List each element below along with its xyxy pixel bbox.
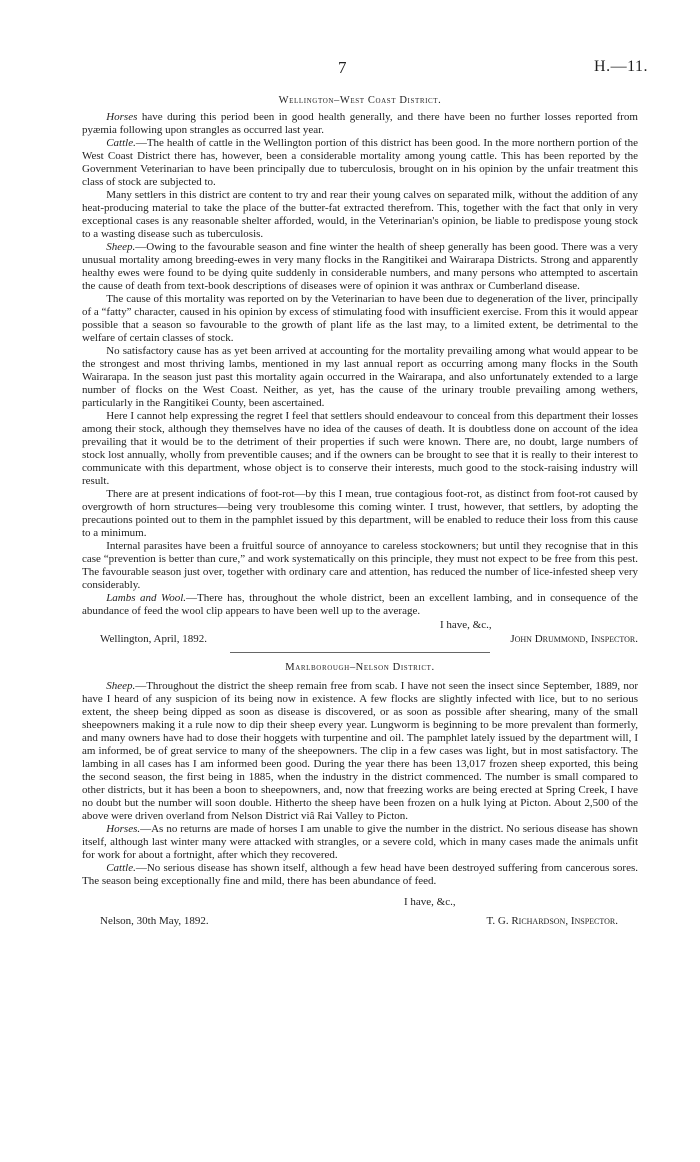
paragraph-text: —The health of cattle in the Wellington portion of this district has been good. In the more northern portion of the West Coast District there has, however, been a considerable mortality among young cattle. This has been reported by the Government Veterinarian to have been principally due to tuberculosis, brought on in his opinion by the unfair treatment this class of stock are subjected to. <box>82 137 638 188</box>
place-date: Wellington, April, 1892. <box>100 633 207 645</box>
paragraph-text: Many settlers in this district are content to try and rear their young calves on separated milk, without the addition of any heat-producing material to take the place of the butter-fat extracted therefrom. This, together with the fact that only in very exceptional cases is any reasonable shelter afforded, would, in the Veterinarian's opinion, be liable to predispose young stock to a wasting disease such as tuberculosis. <box>82 189 638 240</box>
paragraph <box>82 345 638 410</box>
paragraph-lead: Cattle. <box>106 137 136 149</box>
marlborough-section <box>82 661 638 928</box>
section-divider <box>230 652 490 653</box>
paragraph <box>82 189 638 241</box>
paragraph-text: No satisfactory cause has as yet been arrived at accounting for the mortality prevailing among what would appear to be the strongest and most thriving lambs, mentioned in my last annual report as occurring among many flocks in the South Wairarapa. In the season just past this mortality again occurred in the Wairarapa, and also unfortunately extended to a large number of flocks on the West Coast. Neither, as yet, has the cause of the urinary trouble prevailing among wethers, particularly in the Rangitikei County, been ascertained. <box>82 345 638 409</box>
paragraph-text: Internal parasites have been a fruitful source of annoyance to careless stockowners; but until they recognise that in this case “prevention is better than cure,” and work systematically on this principle, they must not expect to be free from this pest. The favourable season just over, together with ordinary care and attention, has reduced the number of lice-infested sheep very considerably. <box>82 540 638 591</box>
paragraph-lead: Horses <box>106 111 138 123</box>
paragraph <box>82 293 638 345</box>
paragraph <box>82 680 638 823</box>
paragraph-list <box>82 680 638 888</box>
paragraph-text: There are at present indications of foot-rot—by this I mean, true contagious foot-rot, as distinct from foot-rot caused by overgrowth of horn structures—being very troublesome this coming winter. I trust, however, that settlers, by adopting the precautions pointed out to them in the pamphlet issued by this department, will be enabled to reduce their loss from this cause to a minimum. <box>82 488 638 539</box>
signature: T. G. Richardson, Inspector. <box>486 915 618 927</box>
signature-line <box>82 915 638 928</box>
paragraph-text: —Owing to the favourable season and fine winter the health of sheep generally has been good. There was a very unusual mortality among breeding-ewes in very many flocks in the Rangitikei and Wairarapa Districts. Strong and apparently healthy ewes were found to be dying quite suddenly in considerable numbers, and many persons who attempted to ascertain the cause of death from text-book descriptions of diseases were of opinion it was anthrax or Cumberland disease. <box>82 241 638 292</box>
paragraph-lead: Lambs and Wool. <box>106 592 187 604</box>
paragraph-lead: Sheep. <box>106 241 136 253</box>
paragraph-lead: Horses. <box>106 823 141 835</box>
paragraph-text: Here I cannot help expressing the regret I feel that settlers should endeavour to conceal from this department their losses among their stock, although they themselves have no idea of the causes of death. It is doubtless done on account of the idea prevailing that it would be to the detriment of their properties if such were known. There are, no doubt, large numbers of stock lost annually, wholly from preventible causes; and if the owners can be brought to see that it is really to their interest to communicate with this department, whose object is to conserve their interests, much good to the stock-raising industry will result. <box>82 410 638 487</box>
paragraph-list <box>82 111 638 618</box>
paragraph <box>82 137 638 189</box>
paragraph-text: —No serious disease has shown itself, although a few head have been destroyed suffering from cancerous sores. The season being exceptionally fine and mild, there has been abundance of feed. <box>82 862 638 887</box>
paragraph-lead: Sheep. <box>106 680 136 692</box>
paragraph <box>82 862 638 888</box>
paragraph <box>82 823 638 862</box>
paragraph <box>82 540 638 592</box>
paragraph-lead: Cattle. <box>106 862 136 874</box>
paragraph <box>82 488 638 540</box>
signature-line <box>82 633 638 646</box>
closing-salutation: I have, &c., <box>404 896 456 908</box>
paragraph-text: have during this period been in good health generally, and there have been no further losses reported from pyæmia following upon strangles as occurred last year. <box>82 111 638 136</box>
document-reference: H.—11. <box>594 58 648 75</box>
page-number: 7 <box>338 58 347 77</box>
paragraph <box>82 241 638 293</box>
closing-salutation: I have, &c., <box>440 619 492 631</box>
wellington-section <box>82 94 638 653</box>
signature: John Drummond, Inspector. <box>510 633 638 645</box>
paragraph-text: —As no returns are made of horses I am unable to give the number in the district. No serious disease has shown itself, although last winter many were attacked with strangles, or a severe cold, which in many cases made the animals unfit for work for about a fortnight, after which they recovered. <box>82 823 638 861</box>
section-title: Wellington–West Coast District. <box>278 95 442 106</box>
section-title: Marlborough–Nelson District. <box>285 662 435 673</box>
place-date: Nelson, 30th May, 1892. <box>100 915 209 927</box>
paragraph <box>82 592 638 618</box>
paragraph-text: —Throughout the district the sheep remain free from scab. I have not seen the insect since September, 1889, nor have I heard of any suspicion of its being now in existence. A few flocks are slightly infected with lice, but to no serious extent, the sheep being dipped as soon as disease is discovered, or as soon as possible after shearing, many of the small sheepowners making it a rule now to dip their sheep every year. Lungworm is beginning to be more prevalent than formerly, and many owners have had to dose their hoggets with turpentine and oil. The pamphlet lately issued by the department will, I am informed, be of great service to many of the sheepowners. The clip in a few cases was light, but in most satisfactory. The lambing in all cases has I am informed been good. During the year there has been 13,017 frozen sheep exported, this being the second season, the first being in 1885, when the industry in the district commenced. The number is small compared to other districts, but it has been a boon to sheepowners, and, now that freezing works are being erected at Spring Creek, I have no doubt but the number will soon double. Hitherto the sheep have been frozen on a hulk lying at Picton. About 2,500 of the above were driven overland from Nelson District viâ Rai Valley to Picton. <box>82 680 638 822</box>
paragraph-text: The cause of this mortality was reported on by the Veterinarian to have been due to degeneration of the liver, principally of a “fatty” character, caused in his opinion by excess of stimulating food with insufficient exercise. From this it would appear possible that a season so favourable to the growth of plant life as the last may, to a limited extent, be detrimental to the welfare of certain classes of stock. <box>82 293 638 344</box>
paragraph <box>82 111 638 137</box>
paragraph-text: —There has, throughout the whole district, been an excellent lambing, and in consequence of the abundance of feed the wool clip appears to have been well up to the average. <box>82 592 638 617</box>
paragraph <box>82 410 638 488</box>
page-content <box>82 94 638 928</box>
